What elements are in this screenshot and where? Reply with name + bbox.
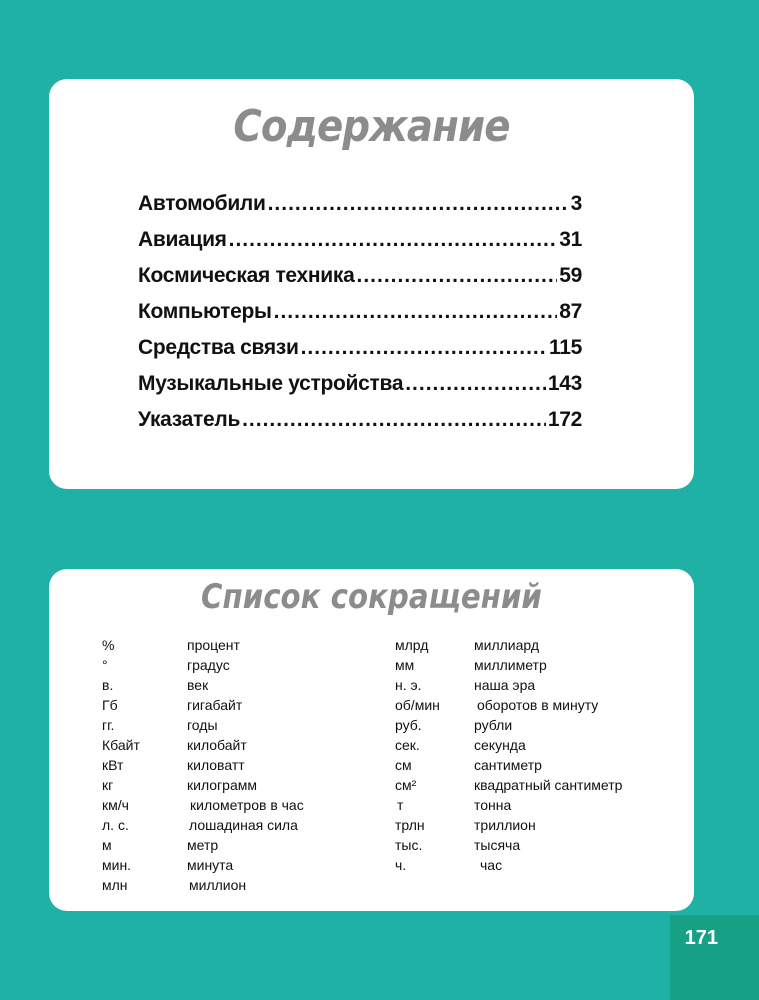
dot-leader: [405, 372, 546, 396]
abbreviation: н. э.: [395, 677, 422, 693]
abbreviation-row: [395, 775, 685, 795]
abbreviation: сек.: [395, 737, 420, 753]
contents-item-page: 172: [547, 408, 582, 431]
abbreviation: м: [102, 837, 112, 853]
abbreviation-meaning: тысяча: [474, 837, 521, 853]
abbreviation-row: [395, 695, 685, 715]
abbreviation: тыс.: [395, 837, 423, 853]
abbreviation: Гб: [102, 697, 118, 713]
dot-leader: [357, 264, 558, 288]
contents-item-label: Космическая техника: [138, 264, 355, 287]
abbreviation-row: [102, 835, 382, 855]
contents-item[interactable]: [138, 264, 582, 300]
abbreviation: мин.: [102, 857, 132, 873]
abbreviation: см²: [395, 777, 417, 793]
contents-list: [138, 192, 582, 444]
abbreviation: км/ч: [102, 797, 129, 813]
contents-item-label: Музыкальные устройства: [138, 372, 404, 395]
abbreviation: см: [395, 757, 412, 773]
abbreviation-meaning: миллиард: [474, 637, 540, 653]
abbreviation-row: [395, 675, 685, 695]
abbreviation-row: [102, 675, 382, 695]
abbreviation: трлн: [395, 817, 425, 833]
contents-item-page: 31: [559, 228, 582, 251]
abbreviation-row: [102, 695, 382, 715]
abbreviation-meaning: рубли: [474, 717, 513, 733]
abbreviation: кг: [102, 777, 114, 793]
abbreviation-row: [102, 775, 382, 795]
abbreviation: кВт: [102, 757, 124, 773]
contents-card: [49, 79, 694, 489]
abbreviation-row: [395, 635, 685, 655]
abbreviation: млн: [102, 877, 128, 893]
abbreviation: млрд: [395, 637, 429, 653]
abbreviation: мм: [395, 657, 415, 673]
abbreviations-title: Список сокращений: [201, 577, 542, 617]
contents-item-page: 115: [549, 336, 582, 359]
contents-title: Содержание: [233, 101, 510, 152]
abbreviations-column-left: [102, 635, 382, 895]
abbreviation-meaning: триллион: [474, 817, 536, 833]
abbreviation-meaning: оборотов в минуту: [477, 697, 599, 713]
abbreviation-meaning: минута: [187, 857, 234, 873]
abbreviation-meaning: килобайт: [187, 737, 247, 753]
abbreviation-row: [102, 795, 382, 815]
abbreviation-row: [395, 855, 685, 875]
abbreviation: гг.: [102, 717, 115, 733]
abbreviation: °: [102, 657, 108, 673]
abbreviation-row: [102, 875, 382, 895]
dot-leader: [301, 336, 547, 360]
abbreviation-row: [102, 635, 382, 655]
abbreviation-row: [395, 755, 685, 775]
abbreviation-meaning: килограмм: [187, 777, 257, 793]
abbreviation-row: [395, 835, 685, 855]
abbreviation-meaning: гигабайт: [187, 697, 243, 713]
abbreviation-row: [395, 815, 685, 835]
abbreviation-meaning: наша эра: [474, 677, 536, 693]
contents-item-page: 3: [570, 192, 582, 215]
contents-item[interactable]: [138, 300, 582, 336]
contents-item[interactable]: [138, 372, 582, 408]
abbreviation: об/мин: [395, 697, 440, 713]
contents-item[interactable]: [138, 228, 582, 264]
dot-leader: [229, 228, 558, 252]
abbreviation-row: [395, 735, 685, 755]
contents-item[interactable]: [138, 336, 582, 372]
abbreviation: ч.: [395, 857, 407, 873]
contents-item[interactable]: [138, 192, 582, 228]
contents-item-page: 143: [547, 372, 582, 395]
page-number-tab: [670, 915, 759, 1000]
abbreviation-row: [395, 715, 685, 735]
abbreviation-meaning: миллиметр: [474, 657, 547, 673]
abbreviation-meaning: сантиметр: [474, 757, 542, 773]
contents-item-page: 87: [559, 300, 582, 323]
abbreviation-meaning: квадратный сантиметр: [474, 777, 623, 793]
abbreviation: руб.: [395, 717, 422, 733]
abbreviation-meaning: миллион: [189, 877, 247, 893]
contents-item-label: Авиация: [138, 228, 227, 251]
abbreviation-row: [395, 795, 685, 815]
abbreviations-column-right: [395, 635, 685, 875]
contents-item-label: Средства связи: [138, 336, 299, 359]
contents-item-label: Указатель: [138, 408, 241, 431]
abbreviation-meaning: час: [480, 857, 503, 873]
abbreviation-row: [102, 715, 382, 735]
abbreviation-meaning: киловатт: [187, 757, 245, 773]
abbreviation-meaning: секунда: [474, 737, 526, 753]
dot-leader: [268, 192, 569, 216]
contents-item[interactable]: [138, 408, 582, 444]
dot-leader: [274, 300, 558, 324]
abbreviation-row: [395, 655, 685, 675]
abbreviation-row: [102, 815, 382, 835]
contents-item-page: 59: [559, 264, 582, 287]
abbreviation-row: [102, 655, 382, 675]
dot-leader: [242, 408, 546, 432]
abbreviation-meaning: годы: [187, 717, 218, 733]
abbreviation-row: [102, 755, 382, 775]
abbreviation-row: [102, 735, 382, 755]
abbreviation: в.: [102, 677, 114, 693]
abbreviation: л. с.: [102, 817, 129, 833]
abbreviation: %: [102, 637, 115, 653]
abbreviation-meaning: тонна: [474, 797, 512, 813]
abbreviation-meaning: метр: [187, 837, 219, 853]
abbreviation-meaning: километров в час: [190, 797, 304, 813]
abbreviation: Кбайт: [102, 737, 140, 753]
contents-item-label: Компьютеры: [138, 300, 272, 323]
page-number: 171: [684, 927, 718, 949]
abbreviation: т: [397, 797, 404, 813]
abbreviation-meaning: градус: [187, 657, 230, 673]
abbreviation-meaning: лошадиная сила: [189, 817, 298, 833]
abbreviation-meaning: век: [187, 677, 209, 693]
contents-item-label: Автомобили: [138, 192, 266, 215]
abbreviation-meaning: процент: [187, 637, 240, 653]
abbreviation-row: [102, 855, 382, 875]
abbreviations-card: [49, 569, 694, 911]
